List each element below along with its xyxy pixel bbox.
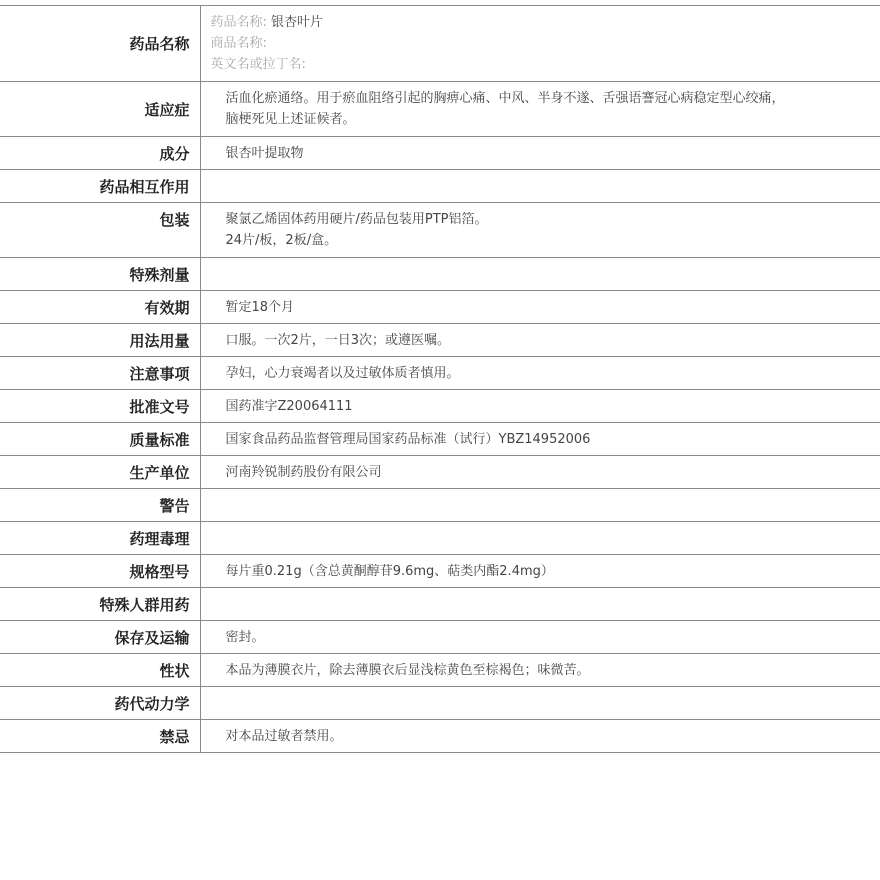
row-validity	[0, 291, 880, 324]
generic-name-line	[211, 12, 869, 33]
specification-value: 每片重0.21g（含总黄酮醇苷9.6mg、萜类内酯2.4mg）	[200, 555, 880, 588]
row-label: 适应症	[0, 82, 200, 137]
generic-name-key: 药品名称:	[210, 15, 267, 30]
packaging-value	[200, 203, 880, 258]
row-precautions	[0, 357, 880, 390]
row-label: 药理毒理	[0, 522, 200, 555]
row-label: 生产单位	[0, 456, 200, 489]
row-label: 警告	[0, 489, 200, 522]
indications-value: 活血化瘀通络。用于瘀血阻络引起的胸痹心痛、中风、半身不遂、舌强语謇冠心病稳定型心绞痛，脑梗死见上述证候者。	[200, 82, 880, 137]
manufacturer-value: 河南羚锐制药股份有限公司	[200, 456, 880, 489]
row-quality-standard	[0, 423, 880, 456]
ingredients-value: 银杏叶提取物	[200, 137, 880, 170]
row-manufacturer	[0, 456, 880, 489]
row-packaging	[0, 203, 880, 258]
row-label: 药代动力学	[0, 687, 200, 720]
approval-number-value: 国药准字Z20064111	[200, 390, 880, 423]
row-special-dosage	[0, 258, 880, 291]
row-label: 批准文号	[0, 390, 200, 423]
row-label: 有效期	[0, 291, 200, 324]
row-label: 注意事项	[0, 357, 200, 390]
row-label: 成分	[0, 137, 200, 170]
drug-name-values	[200, 6, 880, 82]
validity-value: 暂定18个月	[200, 291, 880, 324]
row-warning	[0, 489, 880, 522]
pharmacology-value	[200, 522, 880, 555]
row-indications	[0, 82, 880, 137]
packaging-line-2: 24片/板，2板/盒。	[225, 233, 338, 248]
precautions-value: 孕妇，心力衰竭者以及过敏体质者慎用。	[200, 357, 880, 390]
packaging-line-1: 聚氯乙烯固体药用硬片/药品包装用PTP铝箔。	[225, 212, 488, 227]
row-label: 规格型号	[0, 555, 200, 588]
row-storage	[0, 621, 880, 654]
row-approval-number	[0, 390, 880, 423]
row-special-populations	[0, 588, 880, 621]
row-label: 保存及运输	[0, 621, 200, 654]
row-interactions	[0, 170, 880, 203]
warning-value	[200, 489, 880, 522]
usage-value: 口服。一次2片，一日3次；或遵医嘱。	[200, 324, 880, 357]
quality-standard-value: 国家食品药品监督管理局国家药品标准（试行）YBZ14952006	[200, 423, 880, 456]
row-label: 包装	[0, 203, 200, 258]
row-label: 特殊人群用药	[0, 588, 200, 621]
storage-value: 密封。	[200, 621, 880, 654]
row-pharmacokinetics	[0, 687, 880, 720]
row-contraindications	[0, 720, 880, 753]
row-label: 用法用量	[0, 324, 200, 357]
pharmacokinetics-value	[200, 687, 880, 720]
appearance-value: 本品为薄膜衣片，除去薄膜衣后显浅棕黄色至棕褐色；味微苦。	[200, 654, 880, 687]
english-name-key: 英文名或拉丁名:	[210, 57, 306, 72]
row-pharmacology	[0, 522, 880, 555]
special-dosage-value	[200, 258, 880, 291]
contraindications-value: 对本品过敏者禁用。	[200, 720, 880, 753]
row-specification	[0, 555, 880, 588]
row-ingredients	[0, 137, 880, 170]
row-appearance	[0, 654, 880, 687]
row-label: 禁忌	[0, 720, 200, 753]
row-label: 质量标准	[0, 423, 200, 456]
row-drug-name	[0, 6, 880, 82]
row-label: 性状	[0, 654, 200, 687]
generic-name-value: 银杏叶片	[271, 15, 324, 30]
drug-spec-table	[0, 5, 880, 753]
special-populations-value	[200, 588, 880, 621]
row-usage	[0, 324, 880, 357]
row-label: 药品名称	[0, 6, 200, 82]
interactions-value	[200, 170, 880, 203]
row-label: 特殊剂量	[0, 258, 200, 291]
row-label: 药品相互作用	[0, 170, 200, 203]
trade-name-key: 商品名称:	[210, 36, 267, 51]
